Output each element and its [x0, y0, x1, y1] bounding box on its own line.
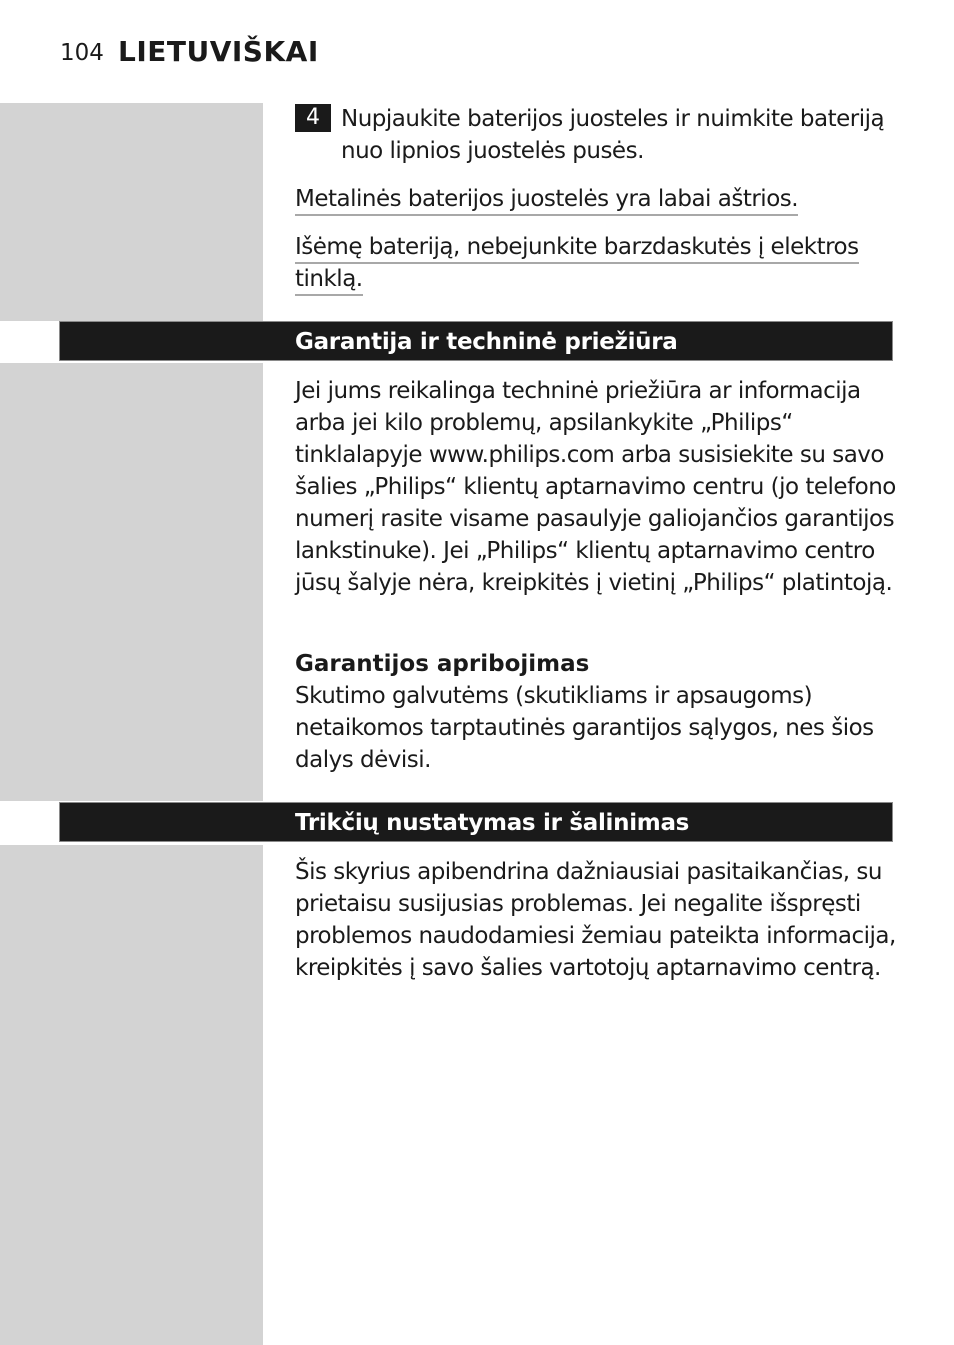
sidebar-panel	[0, 845, 263, 1345]
step-instruction: Nupjaukite baterijos juosteles ir nuimkite bateriją nuo lipnios juostelės pusės.	[341, 106, 885, 164]
warning-note	[295, 231, 895, 295]
warning-note	[295, 183, 895, 215]
guarantee-text-after-link: arba susisiekite su savo šalies „Philips“ klientų aptarnavimo centru (jo telefono numerį rasite visame pasaulyje galiojančios garantijos lankstinuke). Jei „Philips“ klientų aptarnavimo centro jūsų šalyje nėra, kreipkitės į vietinį „Philips“ platintoją.	[295, 442, 896, 596]
warning-text: Metalinės baterijos juostelės yra labai aštrios.	[295, 186, 798, 216]
guarantee-restrictions-title: Garantijos apribojimas	[295, 651, 590, 677]
section-title-troubleshooting: Trikčių nustatymas ir šalinimas	[295, 810, 690, 836]
guarantee-paragraph	[295, 375, 915, 599]
philips-website-link[interactable]: www.philips.com	[428, 442, 615, 468]
sidebar-panel	[0, 363, 263, 801]
page-number: 104	[60, 40, 104, 66]
sidebar-panel	[0, 103, 263, 321]
guarantee-restrictions-text: Skutimo galvutėms (skutikliams ir apsaugoms) netaikomos tarptautinės garantijos sąlygos, nes šios dalys dėvisi.	[295, 683, 874, 773]
page-language-title: LIETUVIŠKAI	[118, 35, 319, 68]
guarantee-text-before-link: Jei jums reikalinga techninė priežiūra ar informacija arba jei kilo problemų, apsilankykite „Philips“ tinklalapyje	[295, 378, 861, 468]
section-title-guarantee: Garantija ir techninė priežiūra	[295, 329, 678, 355]
step-number-badge: 4	[295, 104, 331, 132]
warning-text: Išėmę bateriją, nebejunkite barzdaskutės į elektros tinklą.	[295, 234, 859, 296]
troubleshooting-intro: Šis skyrius apibendrina dažniausiai pasitaikančias, su prietaisu susijusias problemas. Jei negalite išspręsti problemos naudodamiesi žemiau pateikta informacija, kreipkitės į savo šalies vartotojų aptarnavimo centrą.	[295, 859, 896, 981]
